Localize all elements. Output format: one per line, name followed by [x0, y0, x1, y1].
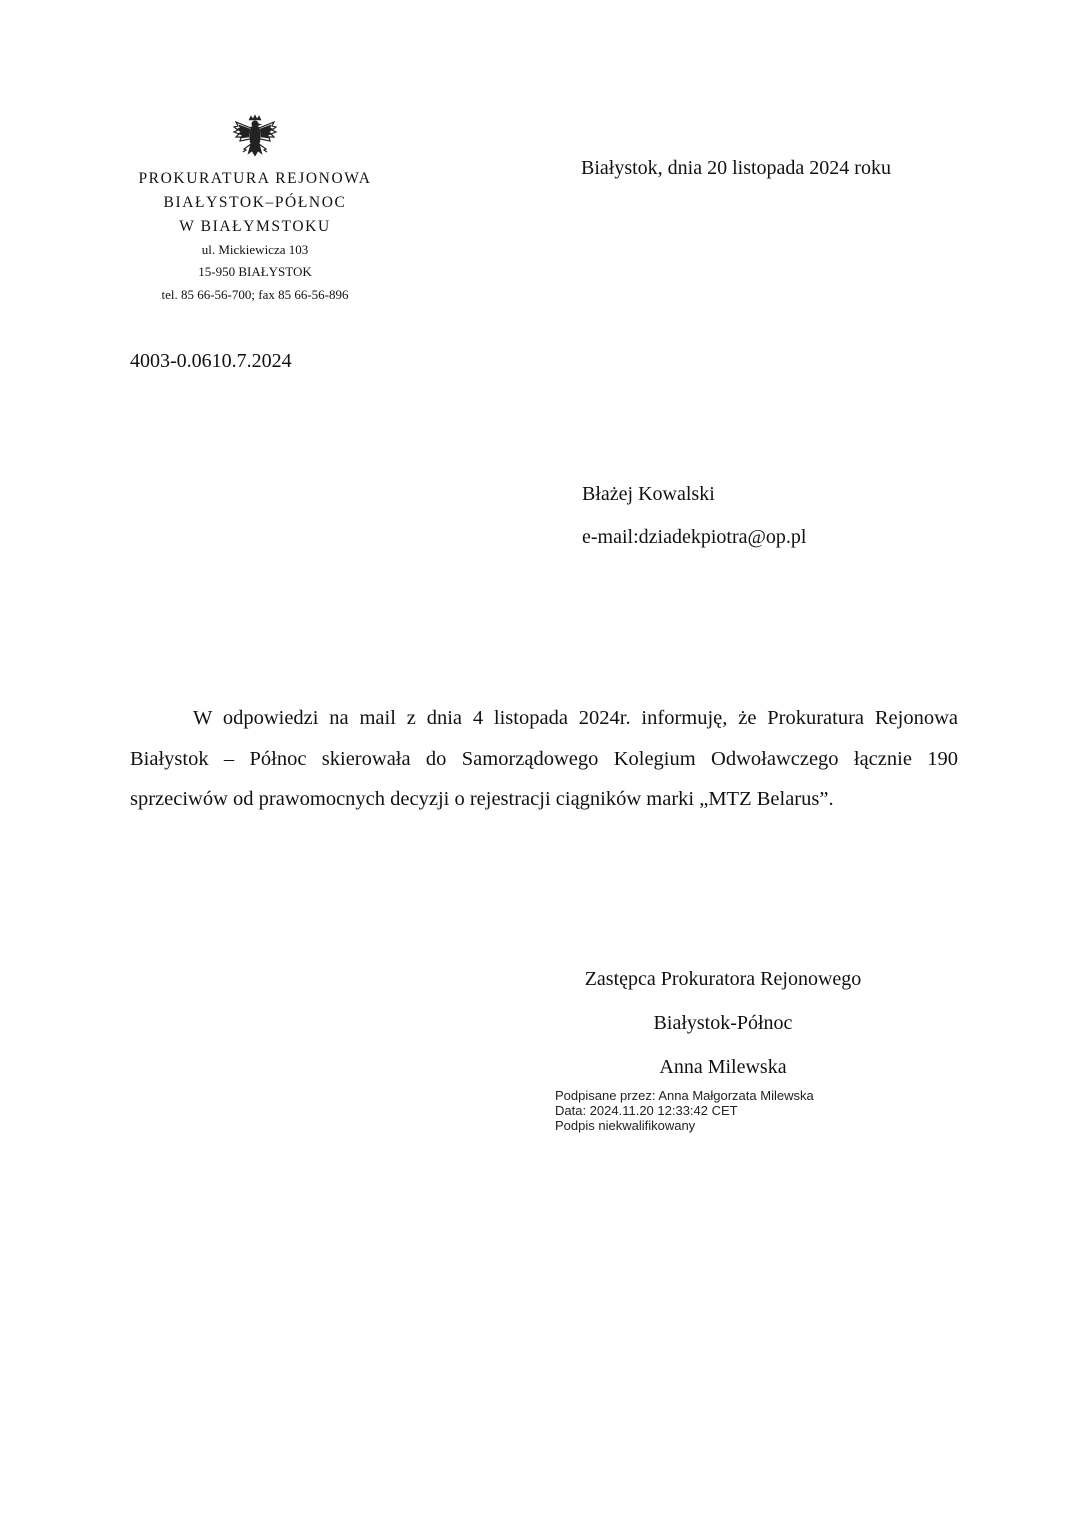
esignature-date: Data: 2024.11.20 12:33:42 CET — [555, 1103, 738, 1118]
letter-body-paragraph: W odpowiedzi na mail z dnia 4 listopada 2024r. informuję, że Prokuratura Rejonowa Białystok – Północ skierowała do Samorządowego Kolegium Odwoławczego łącznie 190 sprzeciwów od prawomocnych decyzji o rejestracji ciągników marki „MTZ Belarus”. — [130, 707, 958, 810]
signatory-office: Białystok-Północ — [653, 1012, 793, 1034]
polish-eagle-emblem-icon — [230, 114, 280, 164]
office-name-line-1: PROKURATURA REJONOWA — [138, 170, 372, 187]
office-name-line-2: BIAŁYSTOK–PÓŁNOC — [163, 194, 347, 211]
recipient-name: Błażej Kowalski — [582, 483, 715, 505]
place-date: Białystok, dnia 20 listopada 2024 roku — [581, 157, 891, 179]
recipient-email: e-mail:dziadekpiotra@op.pl — [582, 526, 807, 548]
esignature-type: Podpis niekwalifikowany — [555, 1118, 696, 1133]
case-reference: 4003-0.0610.7.2024 — [130, 350, 292, 372]
office-postal-city: 15-950 BIAŁYSTOK — [198, 264, 312, 279]
office-name-line-3: W BIAŁYMSTOKU — [179, 218, 331, 235]
office-phone-fax: tel. 85 66-56-700; fax 85 66-56-896 — [161, 287, 349, 302]
signatory-title: Zastępca Prokuratora Rejonowego — [584, 968, 862, 990]
esignature-signed-by: Podpisane przez: Anna Małgorzata Milewska — [555, 1088, 814, 1103]
signatory-name: Anna Milewska — [659, 1056, 787, 1078]
office-street: ul. Mickiewicza 103 — [201, 242, 309, 257]
